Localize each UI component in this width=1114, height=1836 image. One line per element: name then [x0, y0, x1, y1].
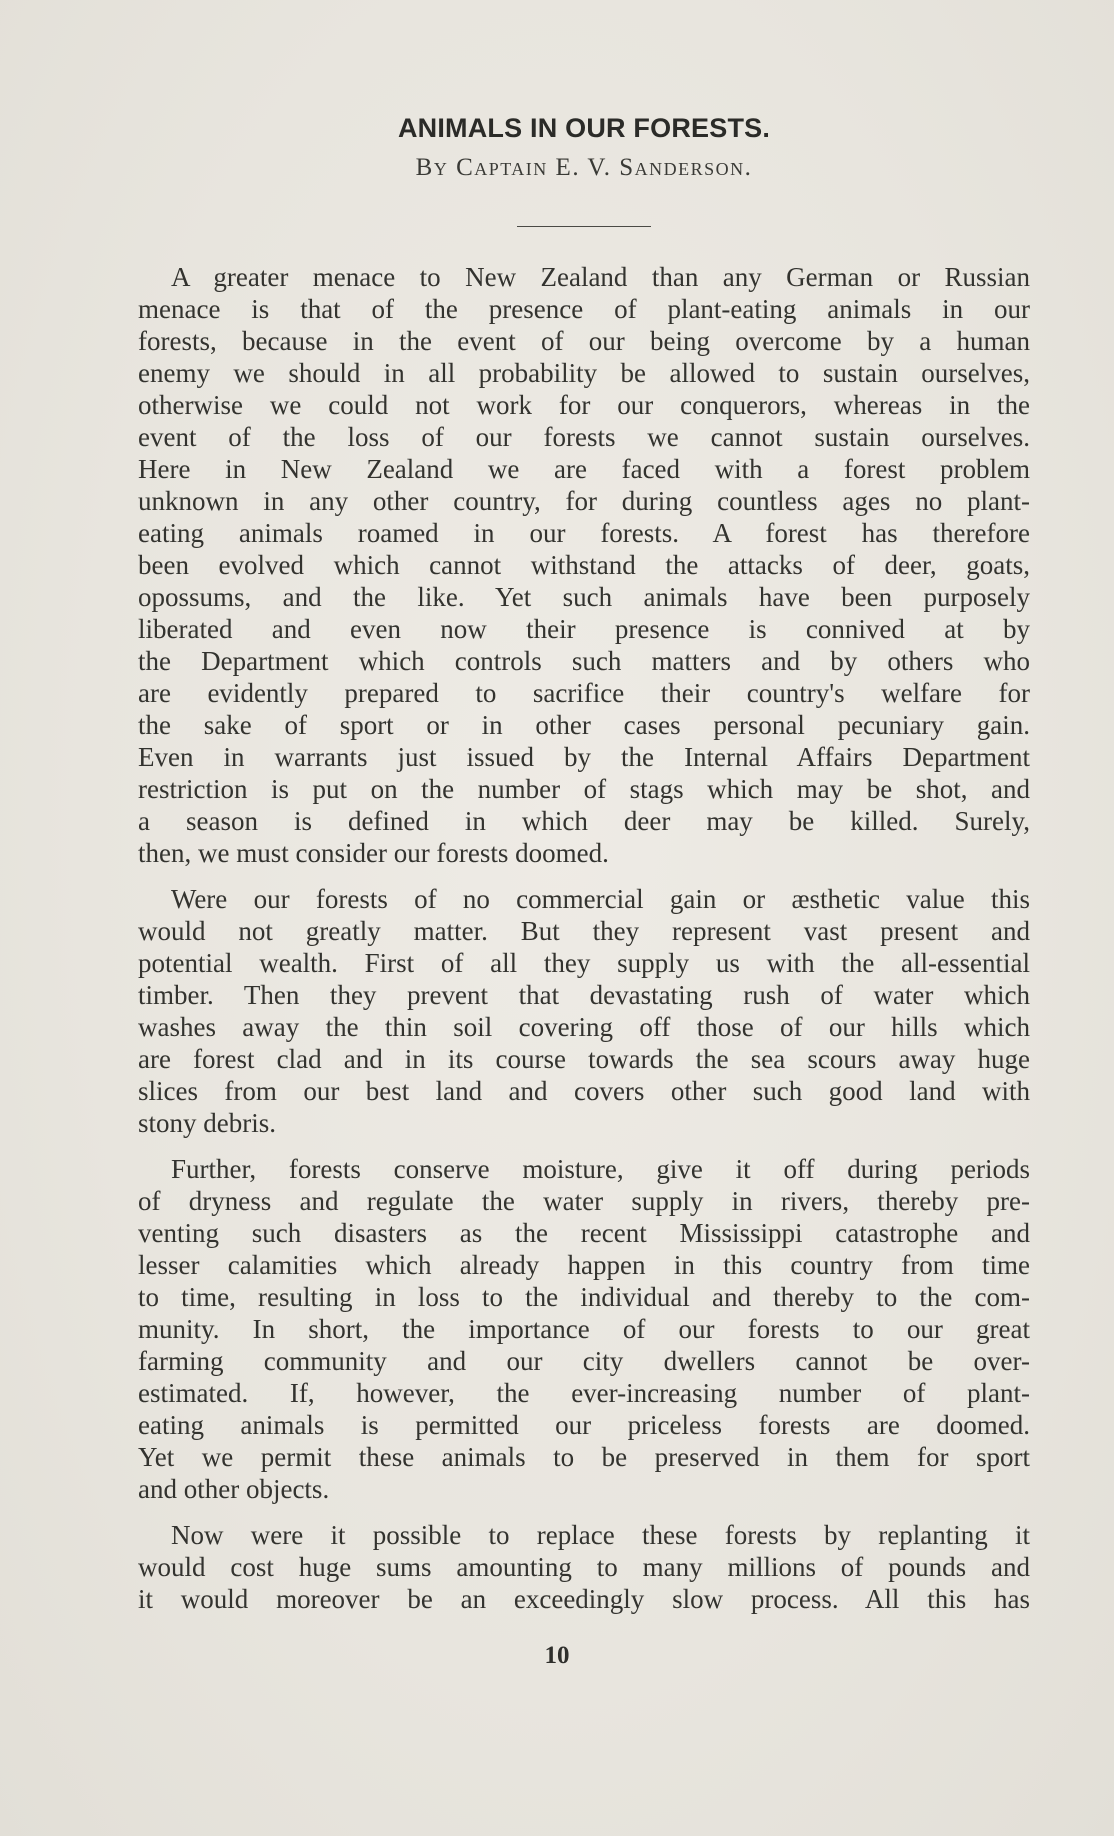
- text-line: the Department which controls such matters and by others who: [138, 646, 1030, 676]
- article-byline: By Captain E. V. Sanderson.: [415, 154, 753, 181]
- article-title: ANIMALS IN OUR FORESTS.: [397, 113, 771, 143]
- text-line: opossums, and the like. Yet such animals have been purposely: [138, 582, 1030, 612]
- text-line: are evidently prepared to sacrifice their country's welfare for: [138, 678, 1030, 708]
- text-line: potential wealth. First of all they supply us with the all-essential: [138, 948, 1030, 978]
- text-line: restriction is put on the number of stags which may be shot, and: [138, 774, 1030, 804]
- text-line: liberated and even now their presence is connived at by: [138, 614, 1030, 644]
- text-line: otherwise we could not work for our conquerors, whereas in the: [138, 390, 1030, 420]
- text-line: menace is that of the presence of plant-eating animals in our: [138, 294, 1030, 324]
- text-line: would cost huge sums amounting to many millions of pounds and: [138, 1552, 1030, 1582]
- paragraph-3: [138, 1153, 1030, 1505]
- text-line: a season is defined in which deer may be killed. Surely,: [138, 806, 1030, 836]
- text-line: A greater menace to New Zealand than any German or Russian: [171, 262, 1030, 292]
- paragraph-2: [138, 883, 1030, 1139]
- text-line: to time, resulting in loss to the individual and thereby to the com-: [138, 1282, 1030, 1312]
- text-line: of dryness and regulate the water supply in rivers, thereby pre-: [138, 1186, 1030, 1216]
- text-line: unknown in any other country, for during countless ages no plant-: [138, 486, 1030, 516]
- text-line: it would moreover be an exceedingly slow process. All this has: [138, 1584, 1030, 1614]
- text-line: eating animals is permitted our priceless forests are doomed.: [138, 1410, 1030, 1440]
- text-line: munity. In short, the importance of our forests to our great: [138, 1314, 1030, 1344]
- text-line: stony debris.: [138, 1108, 276, 1138]
- text-line: Here in New Zealand we are faced with a forest problem: [138, 454, 1030, 484]
- text-line: slices from our best land and covers other such good land with: [138, 1076, 1030, 1106]
- text-line: are forest clad and in its course towards the sea scours away huge: [138, 1044, 1030, 1074]
- page-number: 10: [544, 1642, 570, 1669]
- text-line: forests, because in the event of our being overcome by a human: [138, 326, 1030, 356]
- text-line: estimated. If, however, the ever-increasing number of plant-: [138, 1378, 1030, 1408]
- text-line: been evolved which cannot withstand the attacks of deer, goats,: [138, 550, 1030, 580]
- text-line: venting such disasters as the recent Mississippi catastrophe and: [138, 1218, 1030, 1248]
- text-line: the sake of sport or in other cases personal pecuniary gain.: [138, 710, 1030, 740]
- text-line: timber. Then they prevent that devastating rush of water which: [138, 980, 1030, 1010]
- article: [138, 108, 1030, 1629]
- text-line: would not greatly matter. But they represent vast present and: [138, 916, 1030, 946]
- text-line: Now were it possible to replace these forests by replanting it: [171, 1520, 1030, 1550]
- text-line: washes away the thin soil covering off those of our hills which: [138, 1012, 1030, 1042]
- text-line: Even in warrants just issued by the Internal Affairs Department: [138, 742, 1030, 772]
- text-line: then, we must consider our forests doomed.: [138, 838, 609, 868]
- text-line: eating animals roamed in our forests. A forest has therefore: [138, 518, 1030, 548]
- text-line: Were our forests of no commercial gain or æsthetic value this: [171, 884, 1030, 914]
- text-line: and other objects.: [138, 1474, 330, 1504]
- text-line: enemy we should in all probability be allowed to sustain ourselves,: [138, 358, 1030, 388]
- paragraph-1: [138, 261, 1030, 869]
- text-line: farming community and our city dwellers cannot be over-: [138, 1346, 1030, 1376]
- paragraph-4: [138, 1519, 1030, 1615]
- title-divider: [517, 226, 651, 227]
- text-line: Further, forests conserve moisture, give it off during periods: [171, 1154, 1030, 1184]
- text-line: event of the loss of our forests we cannot sustain ourselves.: [138, 422, 1030, 452]
- text-line: Yet we permit these animals to be preserved in them for sport: [138, 1442, 1030, 1472]
- text-line: lesser calamities which already happen in this country from time: [138, 1250, 1030, 1280]
